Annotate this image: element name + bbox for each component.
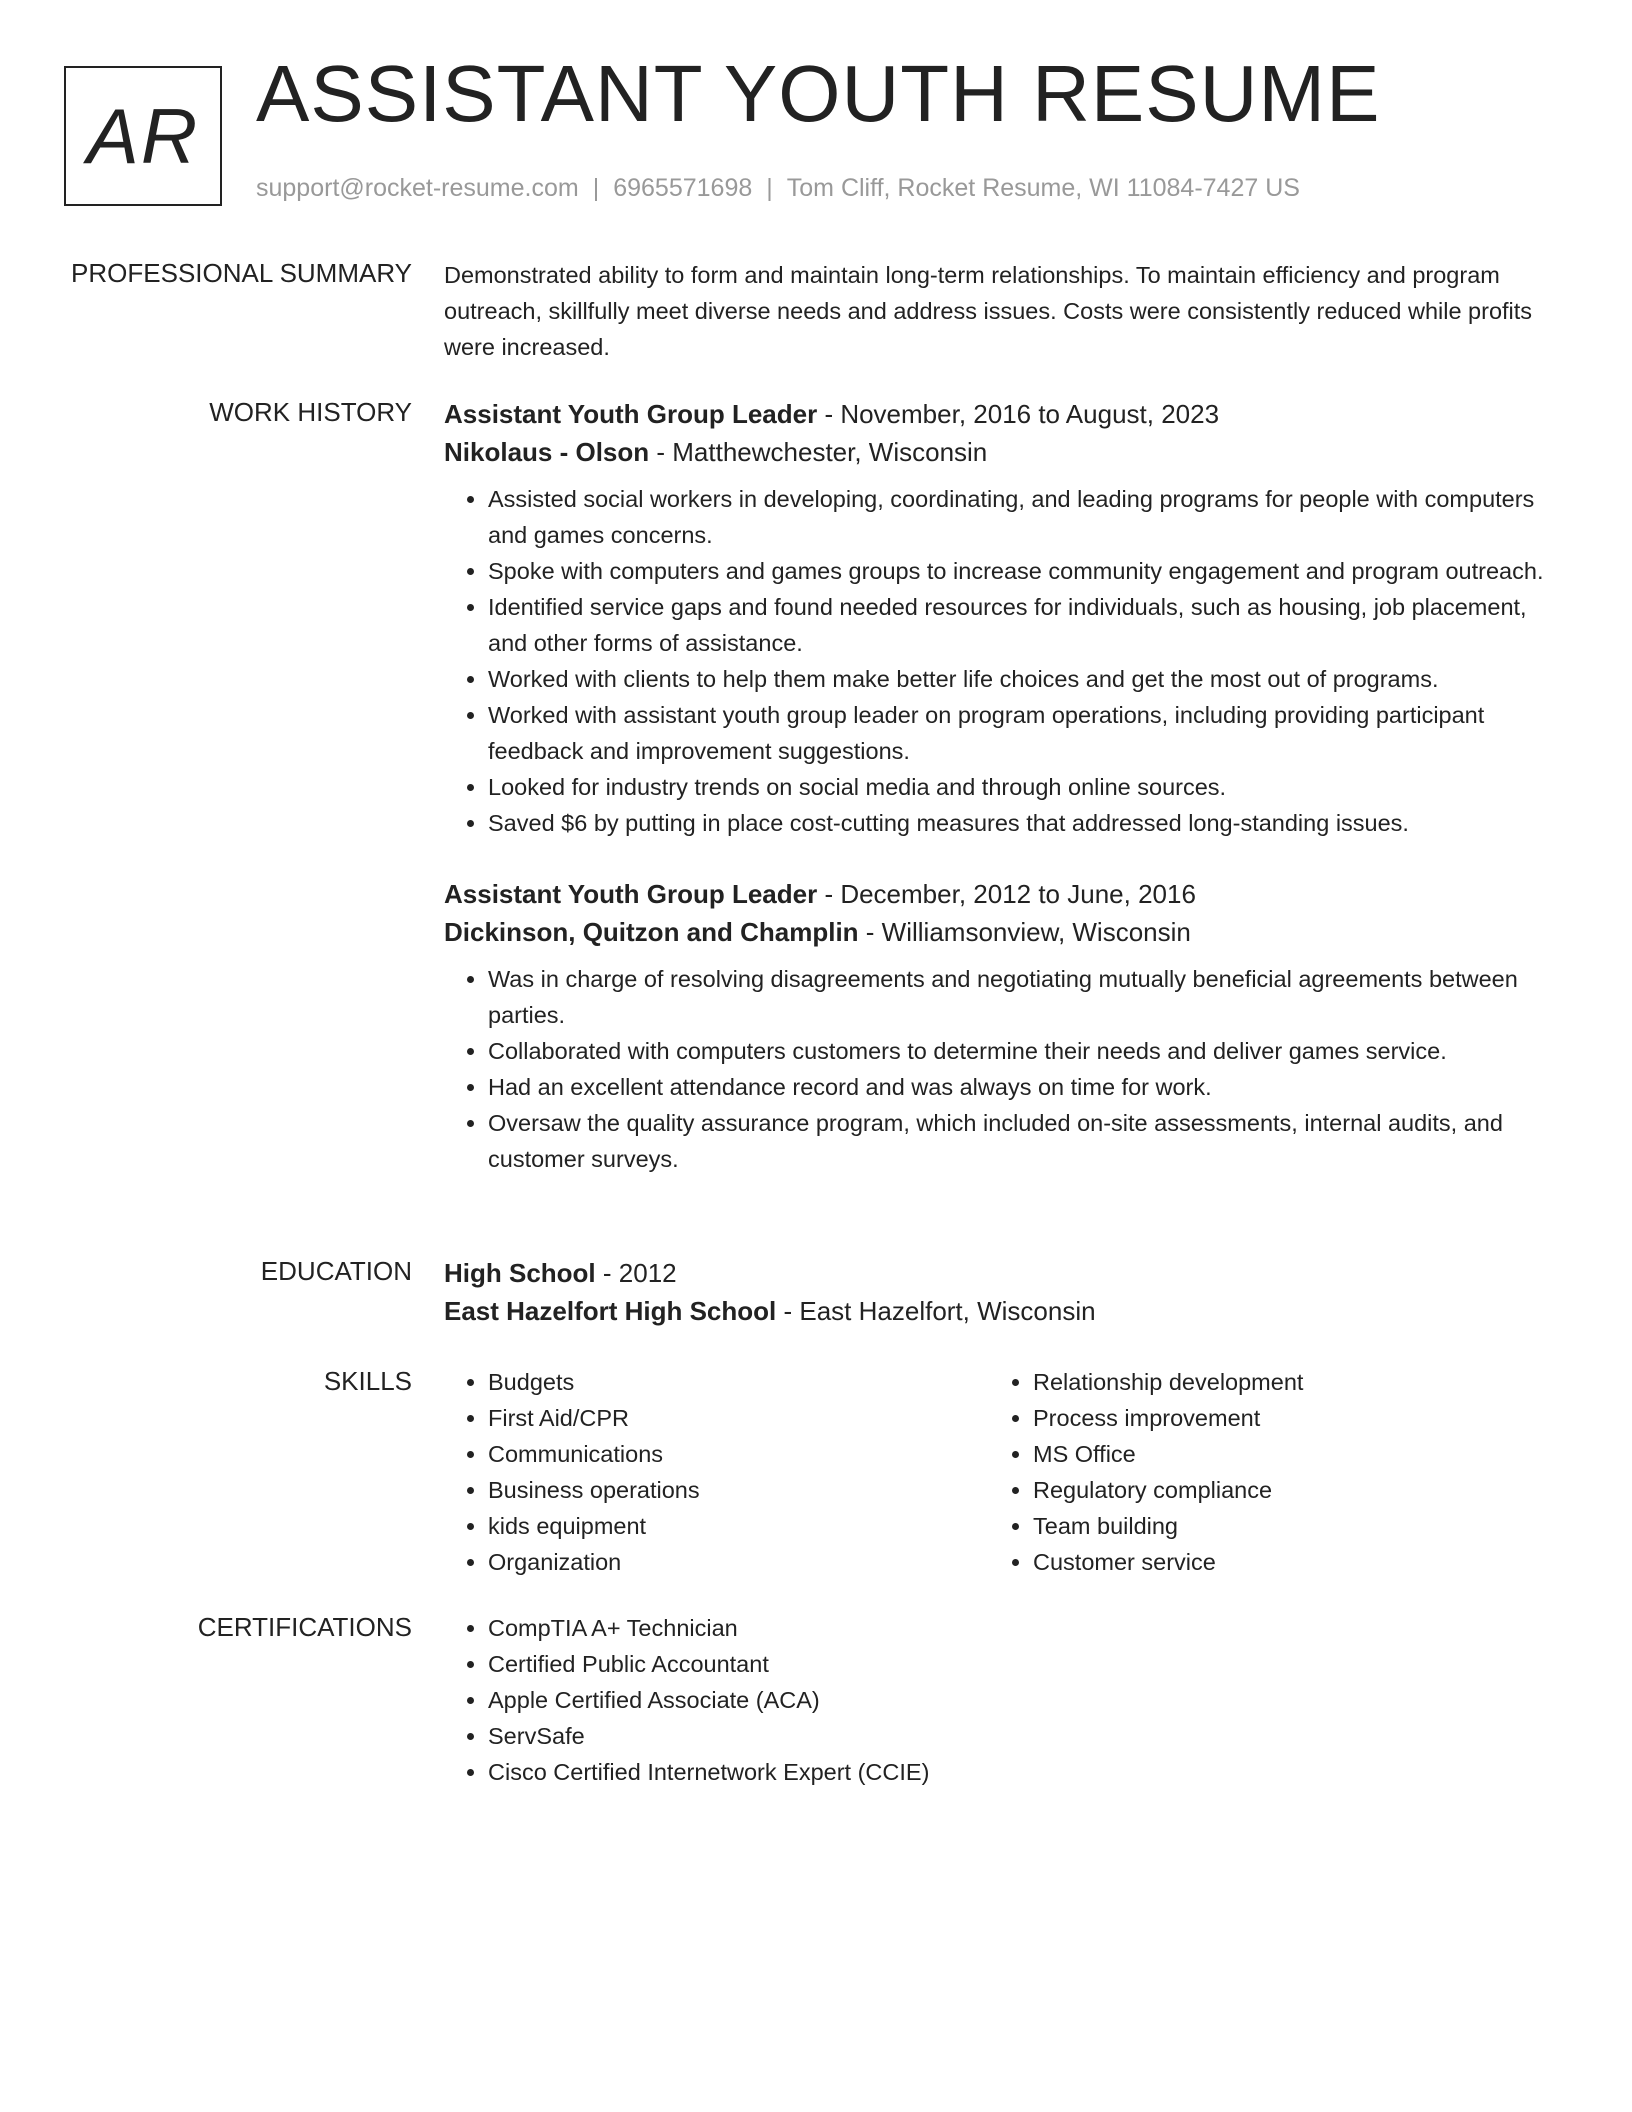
contact-phone: 6965571698 xyxy=(613,174,753,202)
education-school: East Hazelfort High School xyxy=(444,1296,777,1326)
job-company-line xyxy=(444,913,1554,951)
list-item: • MS Office xyxy=(1033,1436,1534,1472)
job-dates: - December, 2012 to June, 2016 xyxy=(817,879,1196,909)
list-item: • Was in charge of resolving disagreements and negotiating mutually beneficial agreements between parties. xyxy=(488,961,1554,1033)
job-bullets xyxy=(444,481,1554,841)
job-location: - Williamsonview, Wisconsin xyxy=(858,917,1191,947)
list-item: • CompTIA A+ Technician xyxy=(488,1610,1554,1646)
work-history-body xyxy=(444,395,1554,1177)
list-item: • First Aid/CPR xyxy=(488,1400,989,1436)
skills-column-2 xyxy=(989,1364,1534,1580)
list-item: • Saved $6 by putting in place cost-cutting measures that addressed long-standing issues. xyxy=(488,805,1554,841)
education-degree-line xyxy=(444,1254,1554,1292)
certifications-list xyxy=(444,1610,1554,1790)
job-company: Nikolaus - Olson xyxy=(444,437,650,467)
section-label-certifications: CERTIFICATIONS xyxy=(197,1612,412,1642)
list-item: • Organization xyxy=(488,1544,989,1580)
education-year: - 2012 xyxy=(595,1258,677,1288)
job-title: Assistant Youth Group Leader xyxy=(444,879,818,909)
list-item: • Worked with assistant youth group leader on program operations, including providing participant feedback and improvement suggestions. xyxy=(488,697,1554,769)
job-dates: - November, 2016 to August, 2023 xyxy=(817,399,1220,429)
section-label-summary: PROFESSIONAL SUMMARY xyxy=(71,258,412,288)
list-item: • Worked with clients to help them make better life choices and get the most out of programs. xyxy=(488,661,1554,697)
list-item: • Looked for industry trends on social media and through online sources. xyxy=(488,769,1554,805)
education-location: - East Hazelfort, Wisconsin xyxy=(776,1296,1096,1326)
job-title: Assistant Youth Group Leader xyxy=(444,399,818,429)
list-item: • Communications xyxy=(488,1436,989,1472)
job-title-line xyxy=(444,875,1554,913)
job-company-line xyxy=(444,433,1554,471)
list-item: • Oversaw the quality assurance program, which included on-site assessments, internal audits, and customer surveys. xyxy=(488,1105,1554,1177)
job-company: Dickinson, Quitzon and Champlin xyxy=(444,917,859,947)
summary-text: Demonstrated ability to form and maintain long-term relationships. To maintain efficiency and program outreach, skillfully meet diverse needs and address issues. Costs were consistently reduced while profits were increased. xyxy=(444,262,1533,360)
section-label-work: WORK HISTORY xyxy=(209,397,412,427)
job-title-line xyxy=(444,395,1554,433)
job-entry xyxy=(444,395,1554,841)
list-item: • Apple Certified Associate (ACA) xyxy=(488,1682,1554,1718)
list-item: • Identified service gaps and found needed resources for individuals, such as housing, job placement, and other forms of assistance. xyxy=(488,589,1554,661)
skills-columns xyxy=(444,1364,1554,1580)
job-location: - Matthewchester, Wisconsin xyxy=(649,437,988,467)
list-item: • Relationship development xyxy=(1033,1364,1534,1400)
list-item: • Team building xyxy=(1033,1508,1534,1544)
contact-address: Tom Cliff, Rocket Resume, WI 11084-7427 US xyxy=(786,174,1300,202)
list-item: • Assisted social workers in developing, coordinating, and leading programs for people with computers and games concerns. xyxy=(488,481,1554,553)
list-item: • Had an excellent attendance record and was always on time for work. xyxy=(488,1069,1554,1105)
list-item: • Regulatory compliance xyxy=(1033,1472,1534,1508)
list-item: • ServSafe xyxy=(488,1718,1554,1754)
job-bullets xyxy=(444,961,1554,1177)
education-degree: High School xyxy=(444,1258,596,1288)
contact-email: support@rocket-resume.com xyxy=(256,174,579,202)
resume-title: ASSISTANT YOUTH RESUME xyxy=(256,49,1381,138)
list-item: • Collaborated with computers customers to determine their needs and deliver games service. xyxy=(488,1033,1554,1069)
monogram-badge: AR xyxy=(64,66,222,206)
list-item: • Customer service xyxy=(1033,1544,1534,1580)
job-entry xyxy=(444,875,1554,1177)
list-item: • Cisco Certified Internetwork Expert (CCIE) xyxy=(488,1754,1554,1790)
contact-separator: | xyxy=(766,174,773,202)
list-item: • Certified Public Accountant xyxy=(488,1646,1554,1682)
education-school-line xyxy=(444,1292,1554,1330)
list-item: • Budgets xyxy=(488,1364,989,1400)
contact-separator: | xyxy=(592,174,600,202)
skills-column-1 xyxy=(444,1364,989,1580)
list-item: • kids equipment xyxy=(488,1508,989,1544)
contact-line xyxy=(256,174,1300,203)
section-label-skills: SKILLS xyxy=(323,1366,412,1396)
list-item: • Spoke with computers and games groups to increase community engagement and program outreach. xyxy=(488,553,1554,589)
list-item: • Business operations xyxy=(488,1472,989,1508)
list-item: • Process improvement xyxy=(1033,1400,1534,1436)
section-label-education: EDUCATION xyxy=(260,1256,412,1286)
